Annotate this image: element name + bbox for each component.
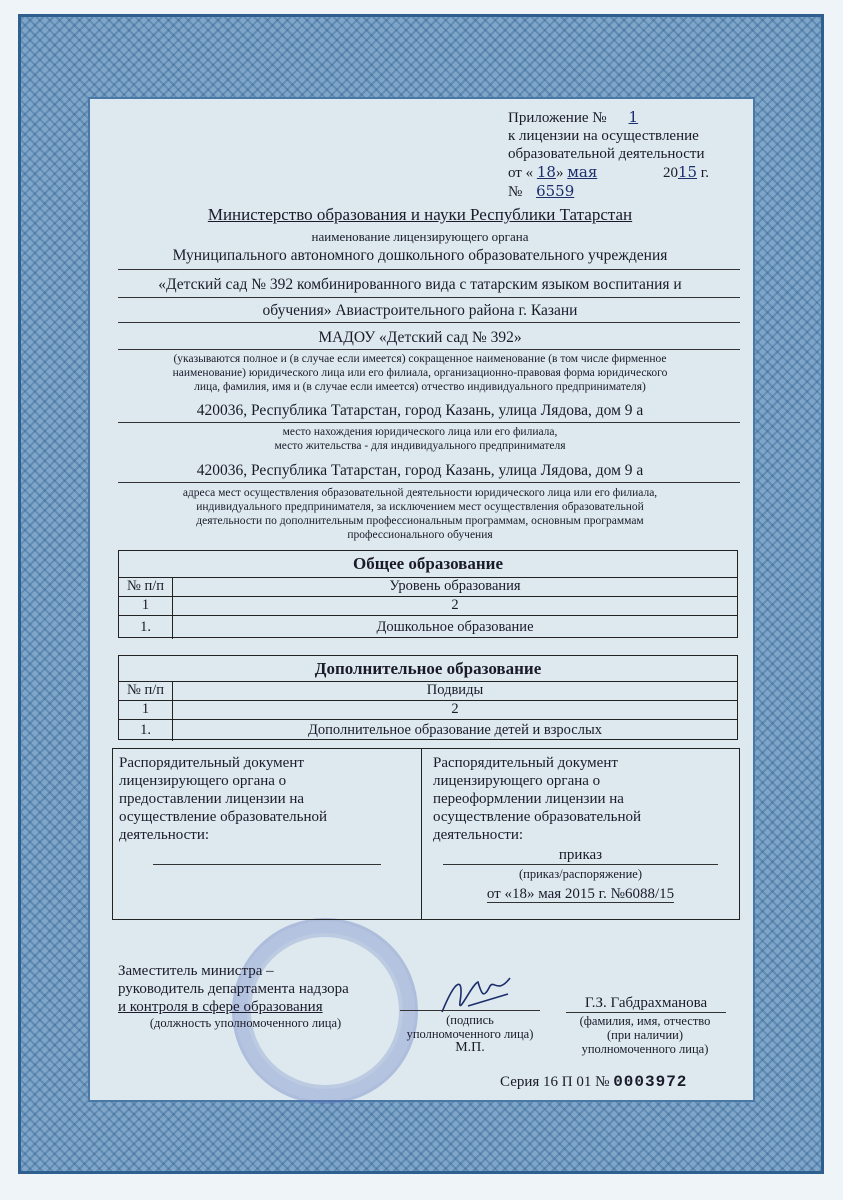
series-value: 16 П 01 xyxy=(543,1074,592,1090)
doc-reissue-line3: переоформлении лицензии на xyxy=(433,791,624,807)
additional-education-index-row xyxy=(119,700,737,720)
signature-line xyxy=(400,1010,540,1011)
general-row-num: 1. xyxy=(119,616,173,639)
date-prefix: от « xyxy=(508,165,534,181)
general-col-num: № п/п xyxy=(119,578,173,597)
additional-row-value: Дополнительное образование детей и взрослых xyxy=(308,722,602,738)
location-rule xyxy=(118,422,740,423)
licensee-line3-rule xyxy=(118,322,740,323)
location-caption xyxy=(110,425,730,453)
additional-education-title: Дополнительное образование xyxy=(314,659,542,678)
series-number: 0003972 xyxy=(613,1073,688,1091)
reg-label: № xyxy=(508,184,523,200)
general-col-value: Уровень образования xyxy=(389,578,521,594)
authority-caption: наименование лицензирующего органа xyxy=(311,229,529,244)
doc-reissue-line2: лицензирующего органа о xyxy=(433,773,601,789)
general-idx-value: 2 xyxy=(451,597,459,613)
date-year-suffix: г. xyxy=(700,165,710,181)
doc-order-type: приказ xyxy=(443,847,718,865)
position-line3: и контроля в сфере образования xyxy=(118,999,323,1015)
doc-grant-line1: Распорядительный документ xyxy=(119,755,304,771)
activity-address: 420036, Республика Татарстан, город Казань, улица Лядова, дом 9 а xyxy=(196,462,644,479)
position-line1: Заместитель министра – xyxy=(118,963,274,979)
name-caption-line1: (фамилия, имя, отчество xyxy=(579,1014,711,1028)
additional-col-num: № п/п xyxy=(119,682,173,701)
general-education-header-row xyxy=(119,577,737,597)
activity-caption-line2: индивидуального предпринимателя, за исключением мест осуществления образовательной xyxy=(196,501,644,513)
activity-caption-line1: адреса мест осуществления образовательной деятельности юридического лица или его филиала, xyxy=(182,487,658,499)
licensee-short-name: МАДОУ «Детский сад № 392» xyxy=(318,329,522,346)
location-caption-line2: место жительства - для индивидуального предпринимателя xyxy=(274,440,566,452)
doc-order-date: от «18» мая 2015 г. №6088/15 xyxy=(486,886,675,902)
appendix-number: 1 xyxy=(628,108,639,126)
activity-caption xyxy=(110,486,730,542)
general-education-index-row xyxy=(119,596,737,616)
series-block xyxy=(500,1073,687,1091)
location-caption-line1: место нахождения юридического лица или его филиала, xyxy=(282,426,558,438)
licensee-caption-line2: наименование) юридического лица или его филиала, организационно-правовая форма юридического xyxy=(172,367,668,379)
sign-caption-line1: (подпись xyxy=(446,1013,494,1027)
general-education-table xyxy=(118,550,738,638)
documents-divider xyxy=(421,749,422,919)
additional-education-header-row xyxy=(119,681,737,701)
authority-name: Министерство образования и науки Республики Татарстан xyxy=(207,205,633,224)
signatory-position xyxy=(118,962,349,1016)
date-mid: » xyxy=(555,165,564,181)
position-caption: (должность уполномоченного лица) xyxy=(149,1016,342,1030)
activity-rule xyxy=(118,482,740,483)
signatory-name: Г.З. Габдрахманова xyxy=(566,995,726,1013)
doc-order-date-wrap xyxy=(443,886,718,903)
additional-idx-value: 2 xyxy=(451,701,459,717)
appendix-license-line1: к лицензии на осуществление xyxy=(508,128,699,144)
doc-grant-line2: лицензирующего органа о xyxy=(119,773,287,789)
series-num-label: № xyxy=(595,1074,610,1090)
appendix-header xyxy=(508,108,709,201)
name-caption-line3: уполномоченного лица) xyxy=(581,1042,709,1056)
appendix-license-line2: образовательной деятельности xyxy=(508,146,705,162)
general-education-data-row xyxy=(119,615,737,639)
doc-reissue xyxy=(433,754,641,844)
appendix-label: Приложение № xyxy=(508,110,607,126)
additional-idx-num: 1 xyxy=(119,701,173,720)
signatory-name-caption xyxy=(560,1014,730,1056)
additional-education-table xyxy=(118,655,738,740)
additional-col-value: Подвиды xyxy=(426,682,484,698)
doc-grant-blank-line xyxy=(153,864,381,865)
licensee-line2-rule xyxy=(118,297,740,298)
licensee-caption-line1: (указываются полное и (в случае если имеется) сокращенное наименование (в том числе фирменное xyxy=(173,353,667,365)
licensee-line1-rule xyxy=(118,269,740,270)
general-education-title: Общее образование xyxy=(353,554,503,573)
licensee-line1: Муниципального автономного дошкольного образовательного учреждения xyxy=(172,247,668,264)
activity-caption-line3: деятельности по дополнительным профессиональным программам, основным программам xyxy=(196,515,644,527)
licensee-caption xyxy=(110,352,730,394)
series-label: Серия xyxy=(500,1074,540,1090)
name-caption-line2: (при наличии) xyxy=(606,1028,684,1042)
licensee-line2: «Детский сад № 392 комбинированного вида с татарским языком воспитания и xyxy=(158,276,682,293)
licensee-line3: обучения» Авиастроительного района г. Казани xyxy=(262,302,578,319)
position-line2: руководитель департамента надзора xyxy=(118,981,349,997)
date-year: 15 xyxy=(677,163,698,181)
doc-grant-line3: предоставлении лицензии на xyxy=(119,791,305,807)
doc-grant xyxy=(119,754,327,844)
licensee-short-name-rule xyxy=(118,349,740,350)
doc-order-caption: (приказ/распоряжение) xyxy=(518,867,643,881)
signature-caption xyxy=(395,1013,545,1055)
seal-label: М.П. xyxy=(455,1040,485,1055)
general-row-value: Дошкольное образование xyxy=(376,619,534,635)
licensee-caption-line3: лица, фамилия, имя и (в случае если имеется) отчество индивидуального предпринимателя) xyxy=(194,381,646,393)
additional-row-num: 1. xyxy=(119,720,173,741)
date-day: 18 xyxy=(536,163,556,181)
location-address: 420036, Республика Татарстан, город Казань, улица Лядова, дом 9 а xyxy=(196,402,644,419)
date-month: мая xyxy=(567,163,598,181)
doc-reissue-line1: Распорядительный документ xyxy=(433,755,618,771)
doc-grant-line4: осуществление образовательной xyxy=(119,809,327,825)
activity-caption-line4: профессионального обучения xyxy=(347,529,493,541)
doc-reissue-line4: осуществление образовательной xyxy=(433,809,641,825)
sign-caption-line2: уполномоченного лица) xyxy=(406,1027,534,1041)
documents-block xyxy=(112,748,740,920)
additional-education-data-row xyxy=(119,719,737,741)
general-idx-num: 1 xyxy=(119,597,173,616)
doc-reissue-line5: деятельности: xyxy=(433,827,524,843)
reg-number: 6559 xyxy=(536,182,575,200)
doc-grant-line5: деятельности: xyxy=(119,827,210,843)
date-year-prefix: 20 xyxy=(662,165,678,181)
